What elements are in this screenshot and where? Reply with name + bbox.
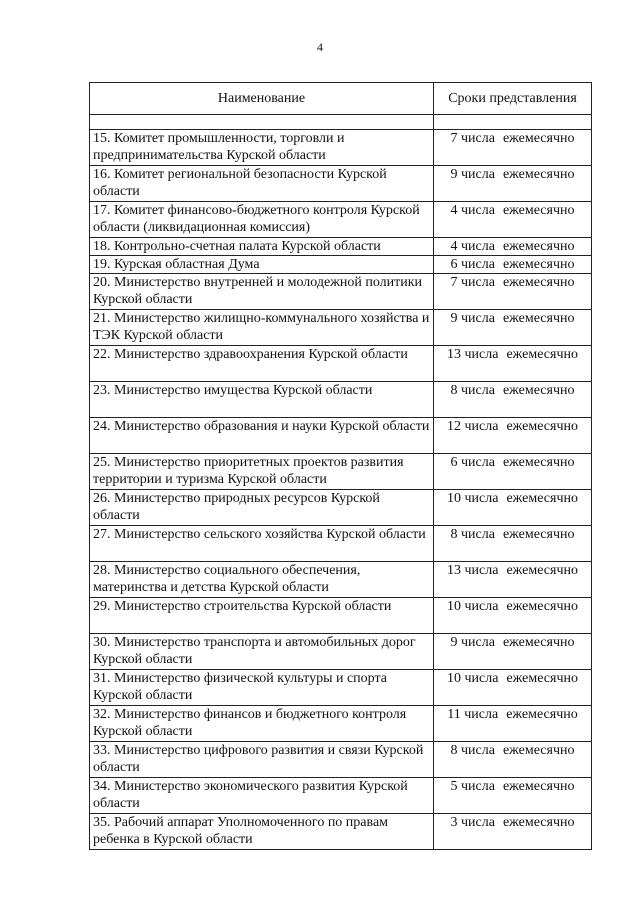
deadline-frequency: ежемесячно — [506, 419, 578, 434]
deadline-cell — [434, 706, 592, 742]
deadline-day: 8 числа — [450, 527, 495, 542]
deadline-cell — [434, 778, 592, 814]
org-name: 25. Министерство приоритетных проектов развития территории и туризма Курской области — [90, 454, 434, 490]
deadline-day: 13 числа — [447, 563, 499, 578]
org-name: 30. Министерство транспорта и автомобильных дорог Курской области — [90, 634, 434, 670]
deadline-cell — [434, 454, 592, 490]
deadline-frequency: ежемесячно — [502, 815, 575, 830]
table-row — [90, 454, 592, 490]
org-name: 35. Рабочий аппарат Уполномоченного по правам ребенка в Курской области — [90, 814, 434, 850]
table-row — [90, 814, 592, 850]
table-row — [90, 706, 592, 742]
deadline-day: 3 числа — [450, 815, 495, 830]
table-row — [90, 418, 592, 454]
org-name: 31. Министерство физической культуры и спорта Курской области — [90, 670, 434, 706]
deadline-frequency: ежемесячно — [502, 455, 575, 470]
deadline-frequency: ежемесячно — [506, 347, 578, 362]
deadline-day: 6 числа — [450, 257, 495, 272]
header-deadline: Сроки представления — [434, 83, 592, 115]
deadline-day: 4 числа — [450, 239, 495, 254]
deadline-day: 9 числа — [450, 311, 495, 326]
deadline-cell — [434, 202, 592, 238]
org-name: 33. Министерство цифрового развития и связи Курской области — [90, 742, 434, 778]
deadline-cell — [434, 346, 592, 382]
deadline-day: 9 числа — [450, 635, 495, 650]
org-name: 34. Министерство экономического развития Курской области — [90, 778, 434, 814]
deadline-frequency: ежемесячно — [506, 563, 578, 578]
deadline-cell — [434, 562, 592, 598]
deadline-frequency: ежемесячно — [506, 671, 578, 686]
org-name: 23. Министерство имущества Курской области — [90, 382, 434, 418]
deadline-frequency: ежемесячно — [502, 239, 575, 254]
deadline-frequency: ежемесячно — [506, 707, 578, 722]
table-row — [90, 346, 592, 382]
table-row — [90, 490, 592, 526]
deadline-frequency: ежемесячно — [502, 167, 575, 182]
table-row — [90, 166, 592, 202]
deadline-day: 12 числа — [447, 419, 499, 434]
deadline-frequency: ежемесячно — [502, 635, 575, 650]
table-row — [90, 634, 592, 670]
deadline-day: 10 числа — [447, 491, 499, 506]
org-name: 19. Курская областная Дума — [90, 256, 434, 274]
deadline-cell — [434, 490, 592, 526]
deadline-cell — [434, 814, 592, 850]
deadline-frequency: ежемесячно — [502, 383, 575, 398]
table-row — [90, 256, 592, 274]
deadline-frequency: ежемесячно — [506, 491, 578, 506]
table-row — [90, 670, 592, 706]
deadline-cell — [434, 310, 592, 346]
table-row — [90, 274, 592, 310]
deadline-frequency: ежемесячно — [502, 275, 575, 290]
org-name: 22. Министерство здравоохранения Курской области — [90, 346, 434, 382]
org-name: 29. Министерство строительства Курской области — [90, 598, 434, 634]
deadline-day: 6 числа — [450, 455, 495, 470]
table-row — [90, 562, 592, 598]
deadline-cell — [434, 256, 592, 274]
deadline-cell — [434, 526, 592, 562]
org-name: 18. Контрольно-счетная палата Курской области — [90, 238, 434, 256]
reporting-schedule-table — [89, 82, 592, 850]
deadline-day: 7 числа — [450, 275, 495, 290]
deadline-cell — [434, 166, 592, 202]
deadline-frequency: ежемесячно — [502, 743, 575, 758]
org-name: 27. Министерство сельского хозяйства Курской области — [90, 526, 434, 562]
table-row — [90, 382, 592, 418]
deadline-cell — [434, 130, 592, 166]
deadline-day: 4 числа — [450, 203, 495, 218]
deadline-day: 5 числа — [450, 779, 495, 794]
org-name: 21. Министерство жилищно-коммунального хозяйства и ТЭК Курской области — [90, 310, 434, 346]
deadline-cell — [434, 418, 592, 454]
deadline-day: 10 числа — [447, 599, 499, 614]
org-name: 15. Комитет промышленности, торговли и предпринимательства Курской области — [90, 130, 434, 166]
org-name: 17. Комитет финансово-бюджетного контроля Курской области (ликвидационная комиссия) — [90, 202, 434, 238]
deadline-cell — [434, 238, 592, 256]
deadline-cell — [434, 634, 592, 670]
deadline-day: 7 числа — [450, 131, 495, 146]
deadline-frequency: ежемесячно — [502, 257, 575, 272]
table-row — [90, 202, 592, 238]
page-number: 4 — [317, 40, 323, 54]
deadline-day: 9 числа — [450, 167, 495, 182]
table-header-row — [90, 83, 592, 115]
table-row — [90, 526, 592, 562]
deadline-frequency: ежемесячно — [502, 527, 575, 542]
org-name: 20. Министерство внутренней и молодежной политики Курской области — [90, 274, 434, 310]
table-row — [90, 310, 592, 346]
org-name: 28. Министерство социального обеспечения, материнства и детства Курской области — [90, 562, 434, 598]
org-name: 26. Министерство природных ресурсов Курской области — [90, 490, 434, 526]
deadline-day: 8 числа — [450, 743, 495, 758]
org-name: 32. Министерство финансов и бюджетного контроля Курской области — [90, 706, 434, 742]
deadline-frequency: ежемесячно — [502, 203, 575, 218]
deadline-cell — [434, 670, 592, 706]
table-row — [90, 778, 592, 814]
table-row — [90, 238, 592, 256]
deadline-frequency: ежемесячно — [502, 131, 575, 146]
deadline-frequency: ежемесячно — [506, 599, 578, 614]
deadline-day: 10 числа — [447, 671, 499, 686]
deadline-day: 13 числа — [447, 347, 499, 362]
deadline-cell — [434, 274, 592, 310]
org-name: 16. Комитет региональной безопасности Курской области — [90, 166, 434, 202]
deadline-day: 8 числа — [450, 383, 495, 398]
deadline-frequency: ежемесячно — [502, 311, 575, 326]
header-name: Наименование — [90, 83, 434, 115]
org-name: 24. Министерство образования и науки Курской области — [90, 418, 434, 454]
deadline-cell — [434, 742, 592, 778]
spacer-row — [90, 115, 592, 130]
deadline-frequency: ежемесячно — [502, 779, 575, 794]
deadline-day: 11 числа — [447, 707, 499, 722]
deadline-cell — [434, 598, 592, 634]
deadline-cell — [434, 382, 592, 418]
table-row — [90, 742, 592, 778]
table-row — [90, 130, 592, 166]
table-row — [90, 598, 592, 634]
